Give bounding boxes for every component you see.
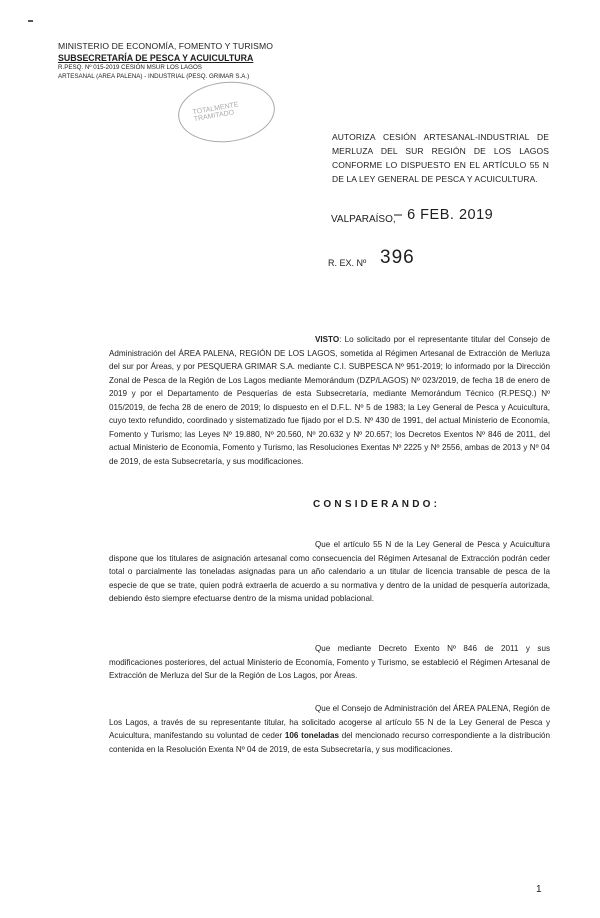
paragraph-1-text: Que el artículo 55 N de la Ley General de Pesca y Acuicultura dispone que los titulares de asignación artesanal como consecuencia del Régimen Artesanal de Extracción podrán ceder total o parcialmente las toneladas asignadas para un año calendario a un titular de licencia transable de pesca de la especie de que se trate, quien podrá extraerla de acuerdo a su normativa y dentro de la unidad de pesquería autorizada, debiendo ésto siempre efectuarse dentro de la misma unidad poblacional.	[109, 540, 550, 603]
place: VALPARAÍSO,	[331, 214, 396, 225]
page-number: 1	[536, 884, 542, 895]
paragraph-3-text-b: del mencionado recurso correspondiente a la distribución contenida en la Resolución Exenta Nº 04 de 2019, de esta Subsecretaría, y sus modificaciones.	[109, 731, 550, 754]
ministry-name: MINISTERIO DE ECONOMÍA, FOMENTO Y TURISMO	[58, 41, 273, 51]
considerando-paragraph-2	[109, 642, 550, 683]
paragraph-3-bold: 106 toneladas	[284, 731, 339, 740]
considerando-heading: CONSIDERANDO:	[313, 499, 441, 510]
scan-mark	[28, 20, 33, 22]
resolution-label: R. EX. Nº	[328, 258, 367, 268]
reference-line-2: ARTESANAL (AREA PALENA) - INDUSTRIAL (PESQ. GRIMAR S.A.)	[58, 72, 250, 80]
resolution-number: 396	[380, 247, 415, 268]
visto-text: : Lo solicitado por el representante titular del Consejo de Administración del ÁREA PALENA, REGIÓN DE LOS LAGOS, sometida al Régimen Artesanal de Extracción de Merluza del sur por Áreas, y por PESQUERA GRIMAR S.A. mediante C.I. SUBPESCA Nº 951-2019; lo informado por la Dirección Zonal de Pesca de la Región de Los Lagos mediante Memorándum (DZP/LAGOS) Nº 023/2019, de fecha 18 de enero de 2019 y por el Departamento de Pesquerías de esta Subsecretaría, mediante Memorándum Técnico (R.PESQ.) Nº 015/2019, de fecha 28 de enero de 2019; lo dispuesto en el D.F.L. Nº 5 de 1983; la Ley General de Pesca y Acuicultura, cuyo texto refundido, coordinado y sistematizado fue fijado por el D.S. Nº 430 de 1991, del actual Ministerio de Economía, Fomento y Turismo; las Leyes Nº 19.880, Nº 20.560, Nº 20.632 y Nº 20.657; los Decretos Exentos Nº 846 de 2011, del actual Ministerio de Economía, Fomento y Turismo, las Resoluciones Exentas Nº 2225 y Nº 2556, ambas de 2013 y Nº 04 de 2019, de esta Subsecretaría, y sus modificaciones.	[109, 335, 550, 466]
official-stamp	[175, 77, 278, 147]
letterhead	[58, 40, 328, 81]
considerando-paragraph-3	[109, 702, 550, 756]
subsecretaria-name: SUBSECRETARÍA DE PESCA Y ACUICULTURA	[58, 53, 254, 63]
visto-label: VISTO	[315, 335, 340, 344]
paragraph-2-text: Que mediante Decreto Exento Nº 846 de 2011 y sus modificaciones posteriores, del actual Ministerio de Economía, Fomento y Turismo, se estableció el Régimen Artesanal de Extracción de Merluza del Sur de la Región de Los Lagos, por Áreas.	[109, 644, 550, 680]
stamp-text: TOTALMENTE TRAMITADO	[192, 101, 240, 124]
considerando-paragraph-1	[109, 538, 550, 606]
visto-paragraph	[109, 333, 550, 468]
resolution-title: AUTORIZA CESIÓN ARTESANAL-INDUSTRIAL DE MERLUZA DEL SUR REGIÓN DE LOS LAGOS CONFORME LO DISPUESTO EN EL ARTÍCULO 55 N DE LA LEY GENERAL DE PESCA Y ACUICULTURA.	[332, 132, 549, 184]
date-stamp: – 6 FEB. 2019	[394, 207, 494, 223]
reference-line-1: R.PESQ. Nº 015-2019 CESIÓN MSUR LOS LAGOS	[58, 64, 202, 71]
paragraph-3-text-a: Que el Consejo de Administración del ÁREA PALENA, Región de Los Lagos, a través de su representante titular, ha solicitado acogerse al artículo 55 N de la Ley General de Pesca y Acuicultura, manifestando su voluntad de ceder	[109, 704, 550, 740]
